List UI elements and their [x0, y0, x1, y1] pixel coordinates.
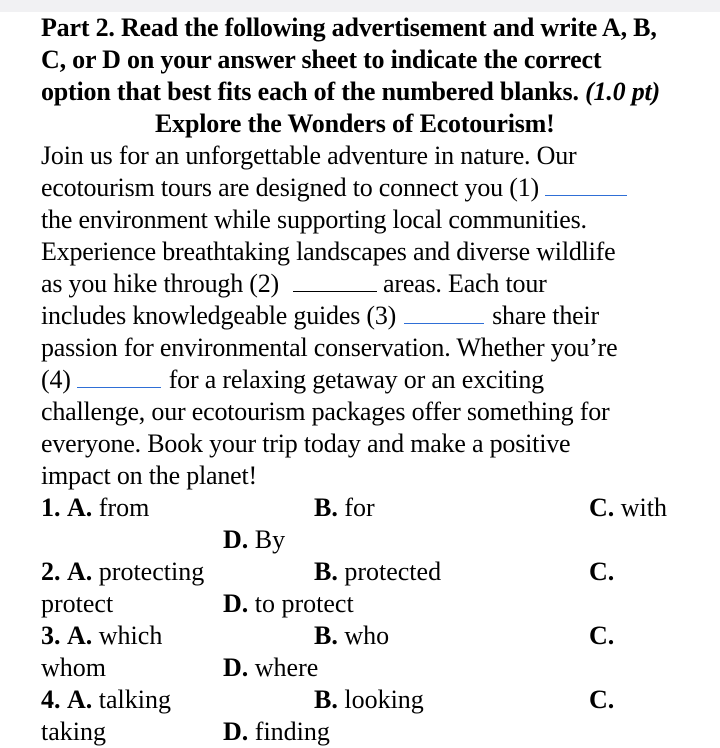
- q4-a-label: A.: [67, 685, 93, 714]
- blank-2: [293, 269, 377, 292]
- q4-d-label: D.: [223, 717, 249, 746]
- q1-option-b: [314, 492, 375, 524]
- q4-b-label: B.: [314, 685, 338, 714]
- q3-c-label: C.: [589, 621, 615, 650]
- q4-option-b: [314, 684, 424, 716]
- ad-line-1: Join us for an unforgettable adventure in nature. Our: [41, 141, 577, 170]
- q2-option-c-label: [589, 556, 614, 588]
- q2-d-label: D.: [223, 589, 249, 618]
- q3-number: 3.: [41, 621, 61, 650]
- instruction-line-3-text: option that best fits each of the numbered blanks.: [41, 77, 579, 106]
- ad-line-2-text: ecotourism tours are designed to connect you (1): [41, 173, 539, 202]
- ad-line-7: passion for environmental conservation. Whether you’re: [41, 333, 618, 362]
- q1-b-label: B.: [314, 493, 338, 522]
- ad-line-5-text-b: areas. Each tour: [383, 269, 547, 298]
- q2-option-c-text: protect: [41, 589, 114, 618]
- q3-option-b: [314, 620, 389, 652]
- q3-option-d: [223, 652, 318, 684]
- q2-a-text: protecting: [98, 557, 205, 586]
- instruction-line-1: Part 2. Read the following advertisement and write A, B,: [41, 13, 657, 42]
- points-label: (1.0 pt): [585, 77, 661, 106]
- q2-d-text: to protect: [254, 589, 354, 618]
- instruction-line-3: [41, 76, 660, 108]
- q4-a-text: talking: [98, 685, 171, 714]
- q2-option-b: [314, 556, 441, 588]
- ad-line-2: [41, 172, 627, 204]
- q1-option-a: [41, 492, 149, 524]
- instruction-line-2: C, or D on your answer sheet to indicate the correct: [41, 45, 602, 74]
- ad-line-5-text-a: as you hike through (2): [41, 269, 280, 298]
- ad-line-10: everyone. Book your trip today and make a positive: [41, 429, 571, 458]
- q2-b-label: B.: [314, 557, 338, 586]
- q2-option-a: [41, 556, 204, 588]
- q1-c-label: C.: [589, 493, 615, 522]
- blank-3: [404, 301, 484, 324]
- q1-a-text: from: [98, 493, 150, 522]
- ad-line-3: the environment while supporting local communities.: [41, 205, 587, 234]
- ad-line-6-text-a: includes knowledgeable guides (3): [41, 301, 397, 330]
- q3-option-c-text: whom: [41, 653, 106, 682]
- ad-line-8: [41, 364, 544, 396]
- ad-line-6-text-b: share their: [492, 301, 599, 330]
- q1-b-text: for: [344, 493, 375, 522]
- q4-option-c-label: [589, 684, 614, 716]
- ad-line-8-text-a: (4): [41, 365, 71, 394]
- q1-d-text: By: [254, 525, 286, 554]
- q1-d-label: D.: [223, 525, 249, 554]
- q4-b-text: looking: [344, 685, 424, 714]
- q2-option-d: [223, 588, 354, 620]
- q1-number: 1.: [41, 493, 61, 522]
- q1-option-d: [223, 524, 285, 556]
- q1-option-c: [589, 492, 667, 524]
- q2-b-text: protected: [344, 557, 442, 586]
- q3-d-text: where: [254, 653, 319, 682]
- ad-line-11: impact on the planet!: [41, 461, 258, 490]
- q4-option-d: [223, 716, 330, 748]
- q4-option-c-text: taking: [41, 717, 106, 746]
- blank-1: [545, 173, 627, 196]
- blank-4: [77, 365, 161, 388]
- q3-option-a: [41, 620, 162, 652]
- q2-number: 2.: [41, 557, 61, 586]
- q2-a-label: A.: [67, 557, 93, 586]
- top-bar: [0, 0, 720, 12]
- ad-line-4: Experience breathtaking landscapes and diverse wildlife: [41, 237, 616, 266]
- q3-a-label: A.: [67, 621, 93, 650]
- q3-b-label: B.: [314, 621, 338, 650]
- ad-line-9: challenge, our ecotourism packages offer something for: [41, 397, 610, 426]
- ad-line-6: [41, 300, 599, 332]
- q4-d-text: finding: [254, 717, 330, 746]
- q4-c-label: C.: [589, 685, 615, 714]
- q4-option-a: [41, 684, 171, 716]
- q2-c-label: C.: [589, 557, 615, 586]
- q1-a-label: A.: [67, 493, 93, 522]
- q3-a-text: which: [98, 621, 163, 650]
- q3-d-label: D.: [223, 653, 249, 682]
- q4-number: 4.: [41, 685, 61, 714]
- ad-line-8-text-b: for a relaxing getaway or an exciting: [168, 365, 544, 394]
- ad-title: Explore the Wonders of Ecotourism!: [155, 109, 555, 138]
- ad-line-5: [41, 268, 547, 300]
- q1-c-text: with: [620, 493, 668, 522]
- q3-b-text: who: [344, 621, 390, 650]
- q3-option-c-label: [589, 620, 614, 652]
